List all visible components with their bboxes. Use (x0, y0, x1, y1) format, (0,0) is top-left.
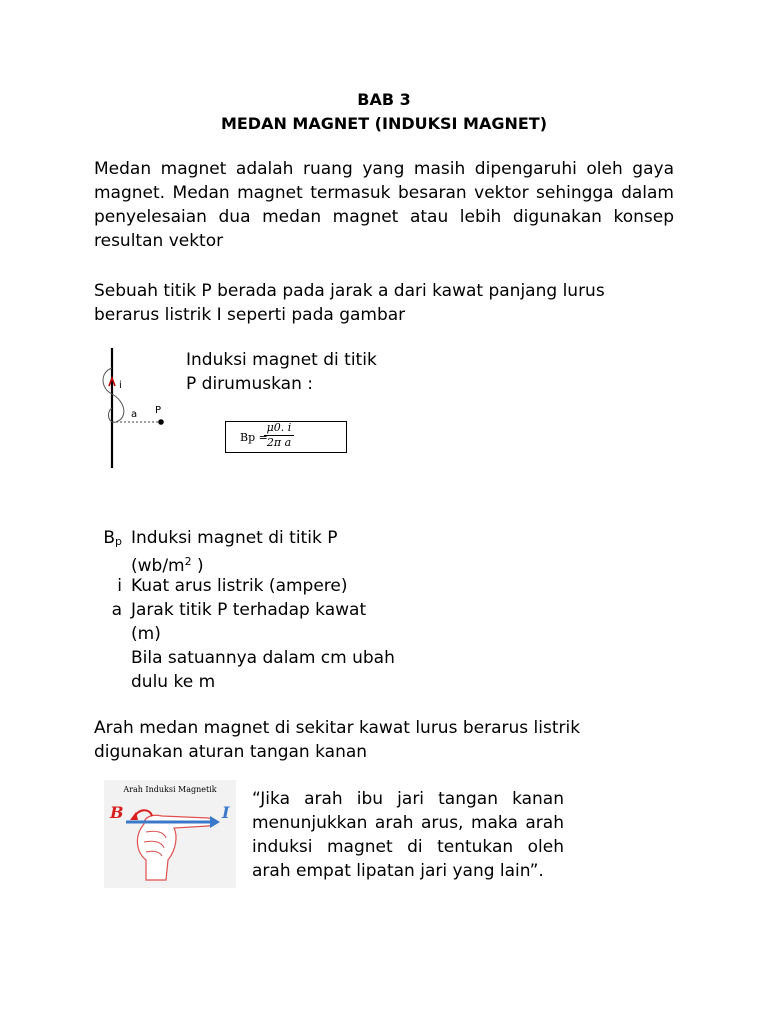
label-distance: a (131, 409, 138, 420)
field-loop (103, 368, 124, 422)
formula-lhs: Bp = (240, 431, 268, 444)
point-paragraph: Sebuah titik P berada pada jarak a dari kawat panjang lurus berarus listrik I seperti pada gambar (94, 281, 605, 325)
rule-quote: “Jika arah ibu jari tangan kanan menunjukkan arah arus, maka arah induksi magnet di tentukan oleh arah empat lipatan jari yang lain”. (252, 789, 564, 881)
hand-figure-title: Arah Induksi Magnetik (123, 785, 217, 794)
chapter-title: MEDAN MAGNET (INDUKSI MAGNET) (220, 114, 548, 133)
right-hand-rule-illustration (104, 780, 236, 888)
def-symbol-a: a (111, 600, 122, 620)
def-text-bp (131, 526, 401, 578)
chapter-heading: BAB 3 (357, 90, 411, 109)
bp-symbol: B (103, 528, 116, 548)
formula-numerator: μ0. i (264, 421, 294, 436)
bp-text-end: ) (191, 556, 204, 576)
label-i: I (222, 803, 230, 822)
bp-superscript: 2 (184, 555, 192, 568)
label-current: i (119, 380, 122, 391)
wire-diagram (92, 342, 182, 472)
bp-subscript: p (115, 535, 122, 548)
formula-label: Induksi magnet di titik P dirumuskan : (186, 350, 377, 394)
formula-denominator: 2π a (266, 436, 292, 449)
bp-text: Induksi magnet di titik P (wb/m (131, 528, 338, 576)
def-symbol-bp (92, 526, 122, 554)
label-b: B (110, 803, 124, 822)
a-text: Jarak titik P terhadap kawat (m) (131, 600, 367, 644)
formula-fraction (264, 421, 294, 450)
a-note: Bila satuannya dalam cm ubah dulu ke m (131, 648, 395, 692)
intro-paragraph: Medan magnet adalah ruang yang masih dipengaruhi oleh gaya magnet. Medan magnet termasuk besaran vektor sehingga dalam penyelesaian dua medan magnet atau lebih digunakan konsep resultan vektor (94, 159, 674, 251)
def-text-a (131, 598, 401, 694)
def-symbol-i: i (117, 576, 122, 596)
def-text-i: Kuat arus listrik (ampere) (131, 576, 348, 596)
rule-paragraph: Arah medan magnet di sekitar kawat lurus berarus listrik digunakan aturan tangan kanan (94, 718, 581, 762)
point-p-dot (158, 419, 164, 425)
label-point: P (155, 405, 162, 416)
